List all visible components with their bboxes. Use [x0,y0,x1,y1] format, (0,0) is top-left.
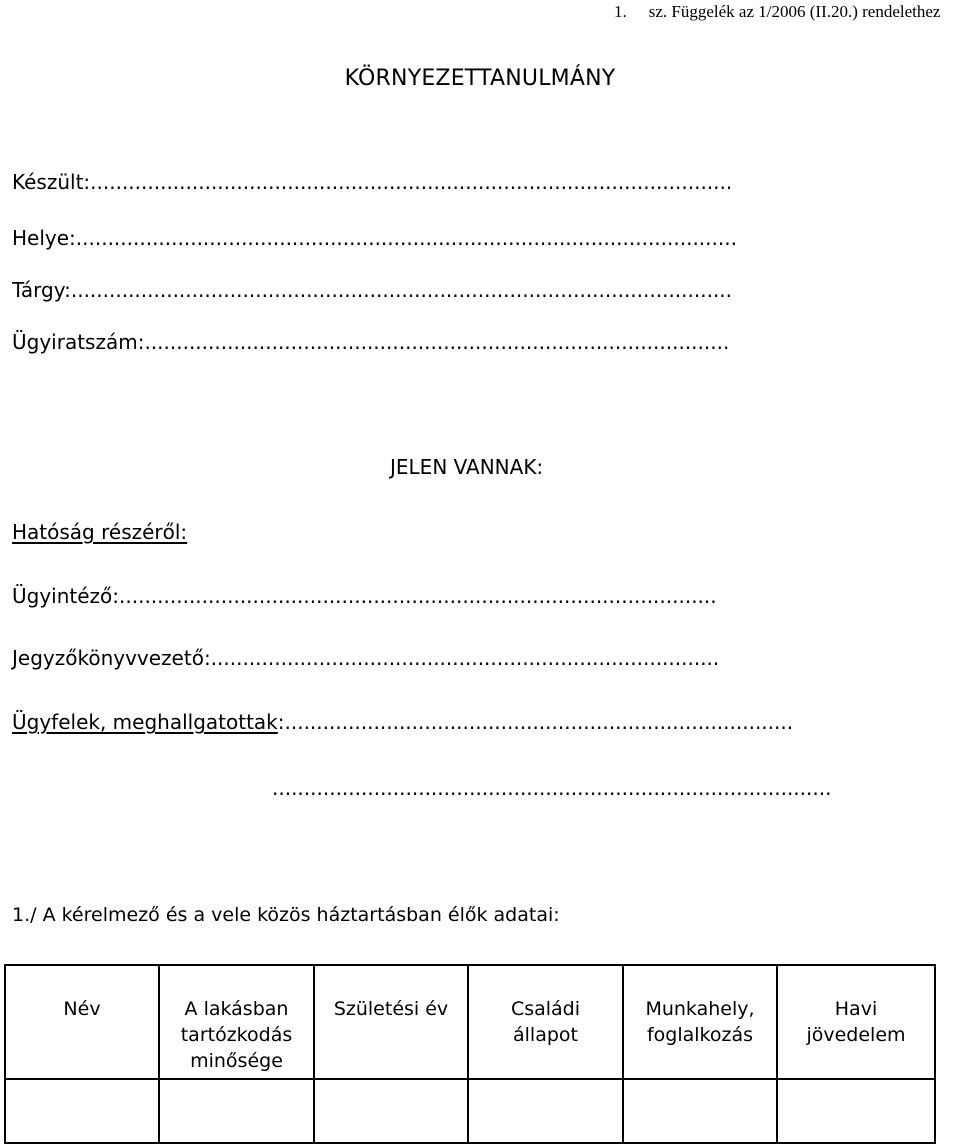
table-cell[interactable] [777,1079,935,1143]
clients-continuation: ........................................................................................ [272,776,832,800]
column-header-szuletesi-ev: Születési év [314,965,468,1079]
table-cell[interactable] [314,1079,468,1143]
present-heading: JELEN VANNAK: [390,455,544,479]
clients-dots: :................................................................................ [277,710,794,734]
field-ugyintezo: Ügyintéző:.............................................................................................. [12,584,717,608]
clients-line [12,710,793,734]
field-ugyiratszam: Ügyiratszám:............................................................................................ [12,330,730,354]
table-cell[interactable] [468,1079,623,1143]
clients-label: Ügyfelek, meghallgatottak [12,710,278,734]
authority-label: Hatóság részéről: [12,520,188,544]
field-jegyzokonyvvezeto: Jegyzőkönyvvezető:................................................................................ [12,646,720,670]
table-header-row [5,965,935,1079]
table-cell[interactable] [159,1079,314,1143]
table-row [5,1079,935,1143]
appendix-reference: sz. Függelék az 1/2006 (II.20.) rendelethez [648,2,941,21]
column-header-csaladi-allapot: Családi állapot [468,965,623,1079]
column-header-munkahely: Munkahely, foglalkozás [623,965,777,1079]
document-title: KÖRNYEZETTANULMÁNY [344,66,616,91]
field-keszult: Készült:..................................................................................................... [12,170,733,194]
field-targy: Tárgy:........................................................................................................ [12,278,733,302]
appendix-number: 1. [614,2,627,21]
column-header-nev: Név [5,965,159,1079]
column-header-lakasban-tartozkodas: A lakásban tartózkodás minősége [159,965,314,1079]
section-heading: 1./ A kérelmező és a vele közös háztartásban élők adatai: [12,904,560,926]
table-cell[interactable] [5,1079,159,1143]
household-data-table [4,964,936,1144]
table-cell[interactable] [623,1079,777,1143]
header-note [614,2,940,22]
field-helye: Helye:........................................................................................................ [12,226,737,250]
column-header-havi-jovedelem: Havi jövedelem [777,965,935,1079]
